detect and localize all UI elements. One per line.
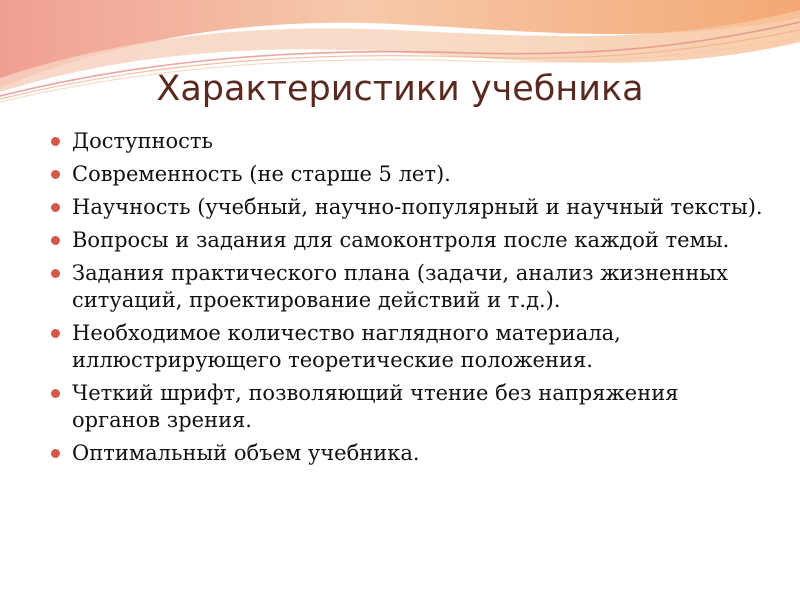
bullet-item (48, 440, 768, 467)
bullet-dot-icon (51, 449, 60, 458)
bullet-dot-icon (51, 170, 60, 179)
bullet-text: Доступность (72, 129, 213, 153)
bullet-text: Необходимое количество наглядного материала, иллюстрирующего теоретические положения. (72, 321, 621, 372)
bullet-dot-icon (51, 203, 60, 212)
bullet-text: Научность (учебный, научно-популярный и научный тексты). (72, 195, 763, 219)
bullet-text: Вопросы и задания для самоконтроля после каждой темы. (72, 228, 730, 252)
bullet-dot-icon (51, 329, 60, 338)
slide-title: Характеристики учебника (156, 69, 644, 109)
bullet-dot-icon (51, 236, 60, 245)
bullet-item (48, 161, 768, 188)
bullet-item (48, 380, 768, 434)
bullet-dot-icon (51, 389, 60, 398)
bullet-text: Задания практического плана (задачи, анализ жизненных ситуаций, проектирование действий и т.д.). (72, 261, 728, 312)
bullet-text: Четкий шрифт, позволяющий чтение без напряжения органов зрения. (72, 381, 679, 432)
bullet-dot-icon (51, 137, 60, 146)
bullet-item (48, 260, 768, 314)
bullet-item (48, 227, 768, 254)
bullet-text: Оптимальный объем учебника. (72, 441, 420, 465)
bullet-list (48, 128, 768, 473)
bullet-text: Современность (не старше 5 лет). (72, 162, 451, 186)
bullet-item (48, 320, 768, 374)
bullet-item (48, 194, 768, 221)
bullet-dot-icon (51, 269, 60, 278)
bullet-item (48, 128, 768, 155)
